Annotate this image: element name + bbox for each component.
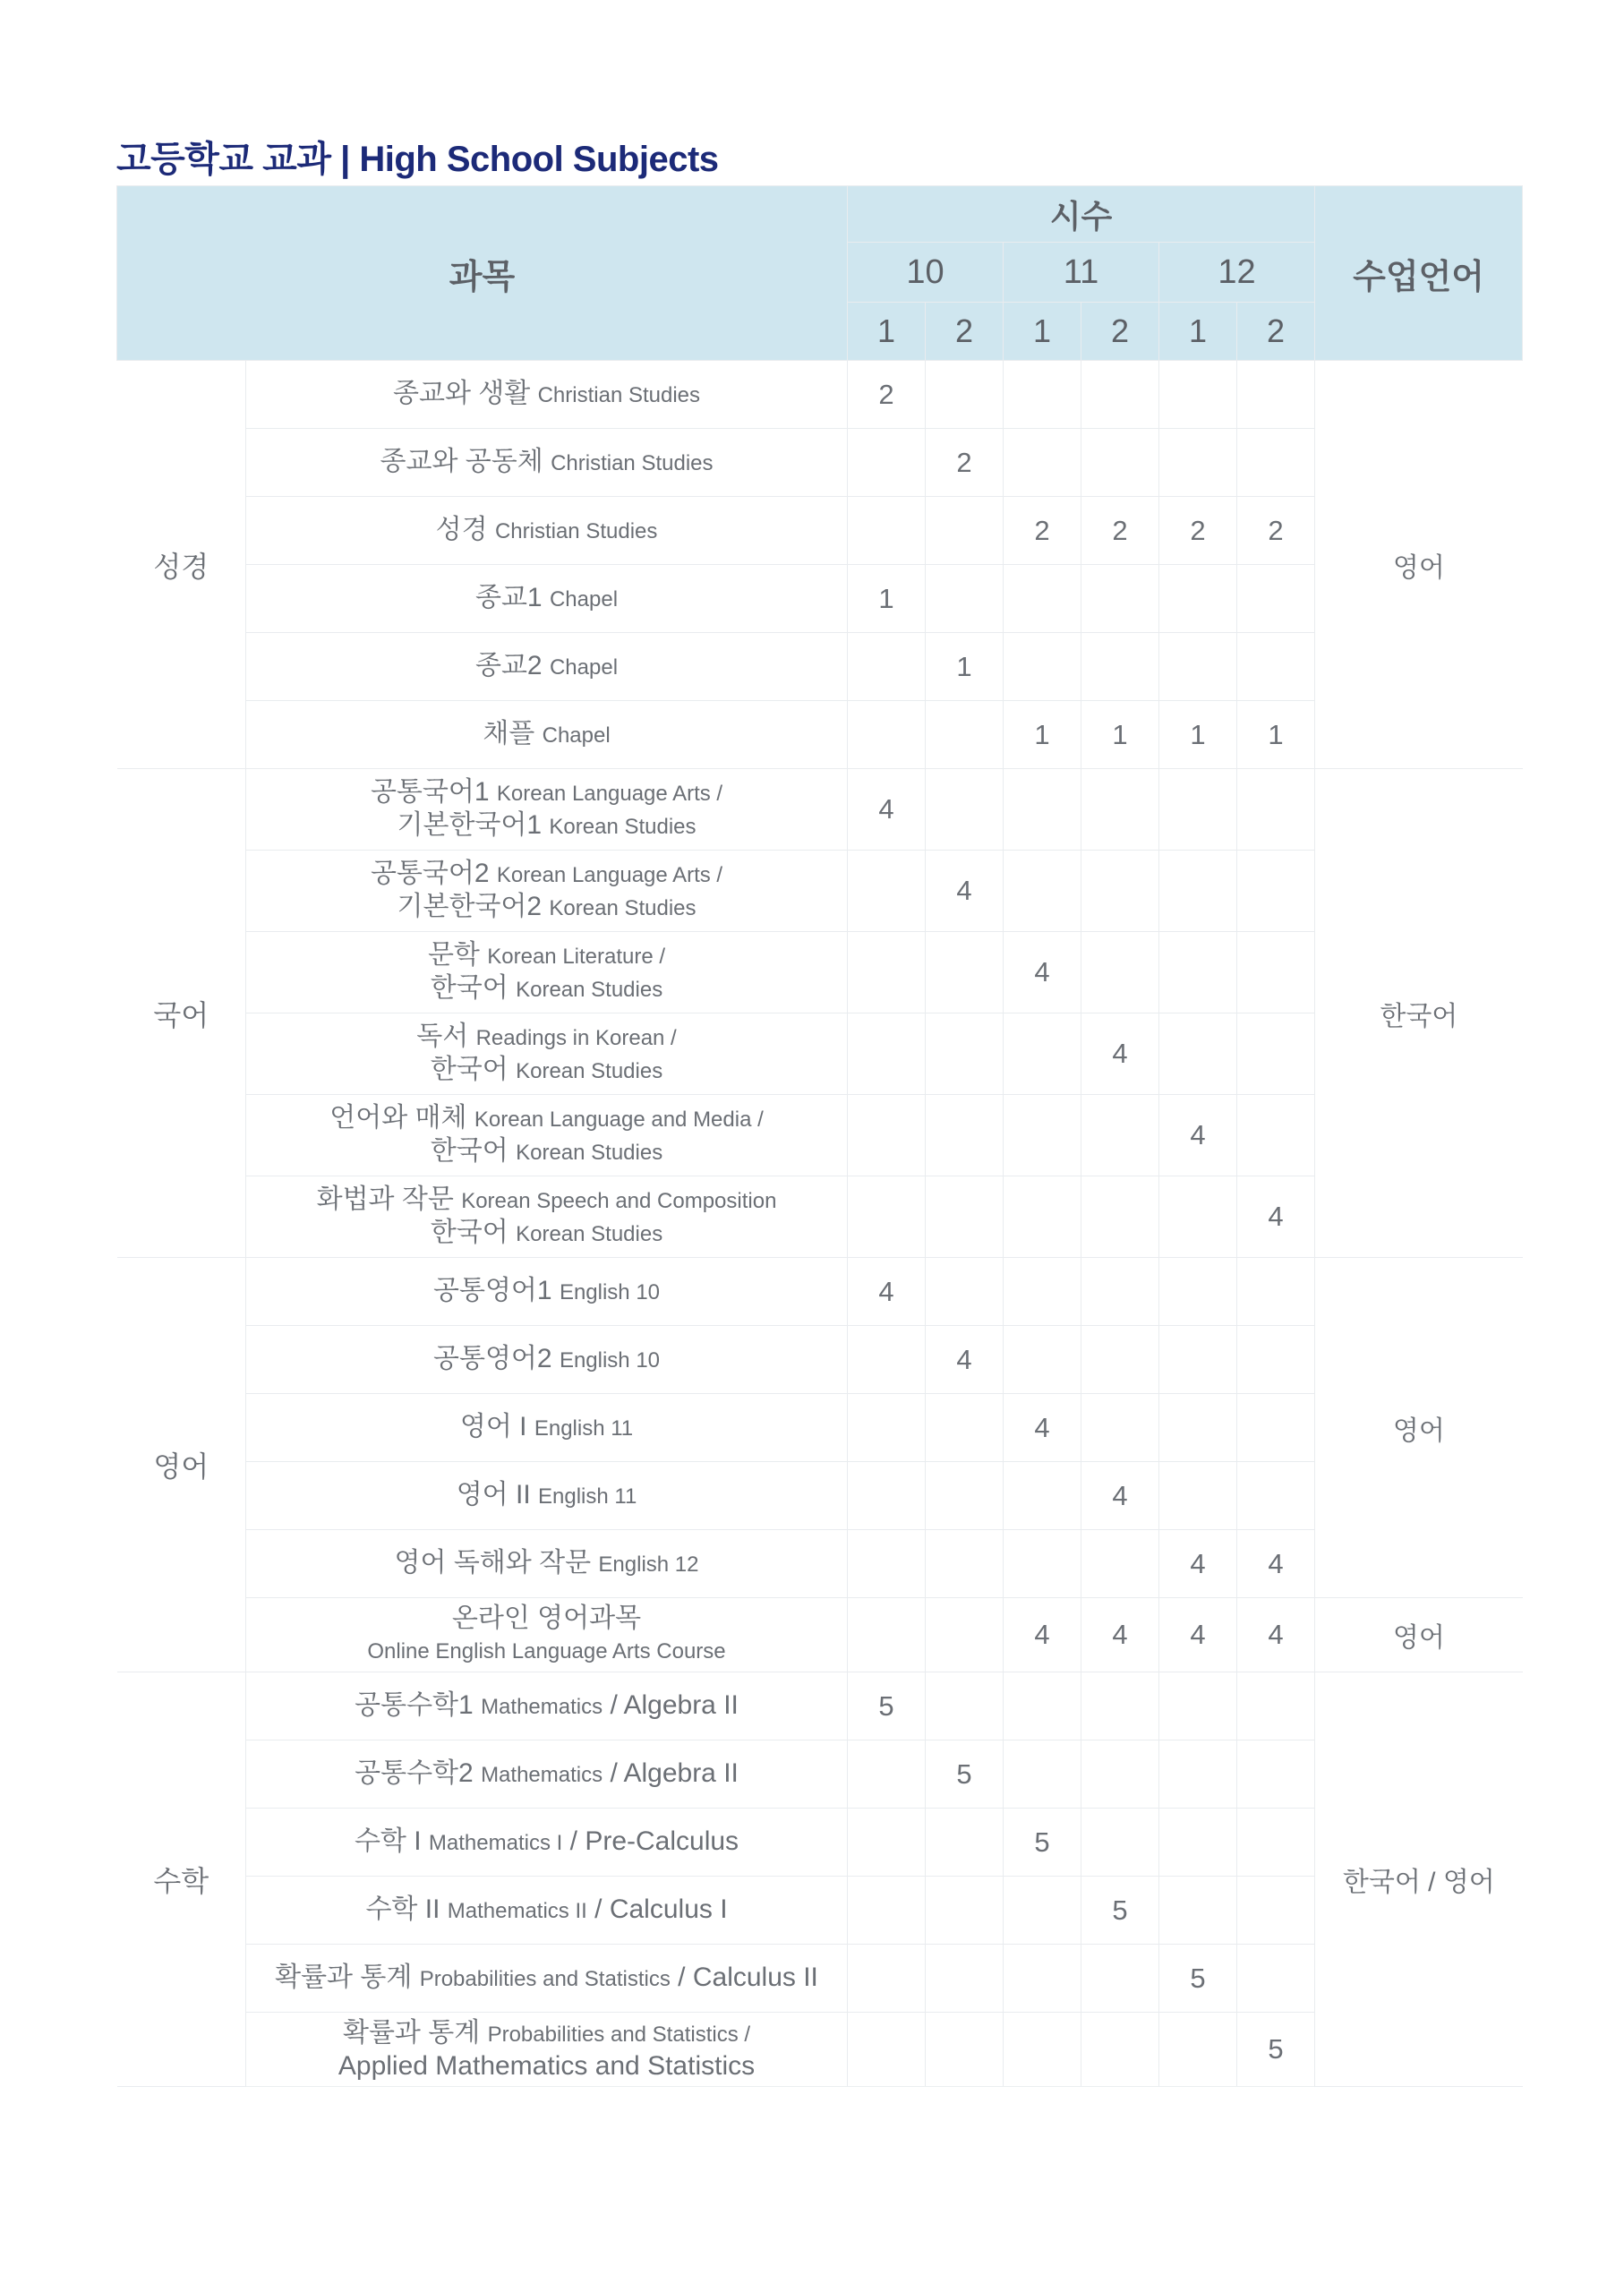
subject-course-name: / Calculus I xyxy=(594,1894,728,1924)
hours-cell xyxy=(848,851,926,932)
subject-english-name-alt: Korean Studies xyxy=(516,978,663,1002)
hours-cell xyxy=(1081,1809,1159,1877)
hours-cell xyxy=(926,1258,1004,1326)
hours-cell xyxy=(1237,429,1315,497)
subject-english-name: Korean Language Arts / xyxy=(496,782,723,806)
hours-cell xyxy=(848,1462,926,1530)
subject-korean-name: 확률과 통계 xyxy=(342,2018,481,2048)
hours-cell: 4 xyxy=(926,851,1004,932)
hours-cell xyxy=(1004,1095,1081,1176)
grade-12-header: 12 xyxy=(1159,243,1315,303)
hours-cell: 4 xyxy=(1004,932,1081,1013)
hours-cell: 4 xyxy=(1237,1176,1315,1258)
hours-cell xyxy=(926,1945,1004,2013)
hours-cell xyxy=(1081,769,1159,851)
hours-column-header: 시수 xyxy=(848,186,1315,243)
subject-korean-name: 화법과 작문 xyxy=(316,1184,454,1214)
hours-cell: 4 xyxy=(1159,1598,1237,1672)
hours-cell: 2 xyxy=(1081,497,1159,565)
subject-korean-name-alt: 기본한국어1 xyxy=(397,810,543,840)
hours-cell: 1 xyxy=(1237,701,1315,769)
hours-cell xyxy=(1237,1095,1315,1176)
subject-korean-name: 종교2 xyxy=(474,651,543,680)
hours-cell xyxy=(1237,932,1315,1013)
subject-name-cell xyxy=(246,769,848,851)
hours-cell xyxy=(1081,1740,1159,1809)
hours-cell xyxy=(1081,565,1159,633)
hours-cell xyxy=(1004,851,1081,932)
table-row xyxy=(117,497,1523,565)
subject-course-name: Applied Mathematics and Statistics xyxy=(338,2051,756,2081)
hours-cell xyxy=(1159,565,1237,633)
subject-english-name: Korean Language Arts / xyxy=(496,863,723,887)
subject-english-name: Christian Studies xyxy=(551,451,714,475)
hours-cell: 5 xyxy=(1237,2013,1315,2087)
subject-english-name: English 10 xyxy=(559,1280,661,1304)
subject-english-name: Mathematics xyxy=(481,1695,603,1719)
subject-english-name: Mathematics xyxy=(481,1763,603,1787)
table-row xyxy=(117,1258,1523,1326)
hours-cell xyxy=(1237,1326,1315,1394)
table-row xyxy=(117,633,1523,701)
hours-cell xyxy=(926,1095,1004,1176)
grade-11-header: 11 xyxy=(1004,243,1159,303)
hours-cell xyxy=(1237,565,1315,633)
language-column-header: 수업언어 xyxy=(1315,186,1523,361)
hours-cell xyxy=(1004,361,1081,429)
subject-english-name-alt: Korean Studies xyxy=(549,896,697,920)
hours-cell xyxy=(926,2013,1004,2087)
hours-cell xyxy=(1159,1326,1237,1394)
hours-cell: 2 xyxy=(926,429,1004,497)
table-row xyxy=(117,1095,1523,1176)
table-row xyxy=(117,429,1523,497)
subject-english-name: Readings in Korean / xyxy=(475,1026,677,1050)
subject-english-name: Chapel xyxy=(549,655,619,680)
table-row xyxy=(117,769,1523,851)
subject-name-cell xyxy=(246,1326,848,1394)
hours-cell: 5 xyxy=(926,1740,1004,1809)
subjects-table xyxy=(116,185,1523,2087)
hours-cell xyxy=(1237,1258,1315,1326)
hours-cell xyxy=(848,1809,926,1877)
hours-cell xyxy=(848,1326,926,1394)
hours-cell xyxy=(1237,1809,1315,1877)
instruction-language-cell: 한국어 xyxy=(1315,769,1523,1258)
subject-korean-name-alt: 기본한국어2 xyxy=(397,892,543,921)
subject-name-cell xyxy=(246,1176,848,1258)
hours-cell xyxy=(1081,633,1159,701)
hours-cell: 2 xyxy=(1237,497,1315,565)
hours-cell xyxy=(848,1095,926,1176)
hours-cell: 5 xyxy=(1159,1945,1237,2013)
hours-cell: 1 xyxy=(1159,701,1237,769)
hours-cell xyxy=(1004,1258,1081,1326)
subject-english-name-alt: Korean Studies xyxy=(516,1222,663,1246)
hours-cell xyxy=(1237,1394,1315,1462)
hours-cell: 2 xyxy=(848,361,926,429)
hours-cell xyxy=(1004,1326,1081,1394)
hours-cell xyxy=(1004,429,1081,497)
subject-korean-name: 공통국어1 xyxy=(370,777,490,807)
hours-cell: 4 xyxy=(1237,1530,1315,1598)
instruction-language-cell: 한국어 / 영어 xyxy=(1315,1672,1523,2087)
hours-cell xyxy=(926,1598,1004,1672)
hours-cell xyxy=(1004,1530,1081,1598)
subject-korean-name-alt: 한국어 xyxy=(430,1136,509,1166)
hours-cell xyxy=(848,1176,926,1258)
instruction-language-cell: 영어 xyxy=(1315,1598,1523,1672)
grade-10-header: 10 xyxy=(848,243,1004,303)
subject-name-cell xyxy=(246,429,848,497)
subject-area-cell: 국어 xyxy=(117,769,246,1258)
subject-name-cell xyxy=(246,701,848,769)
hours-cell xyxy=(1081,1258,1159,1326)
table-row xyxy=(117,1013,1523,1095)
hours-cell xyxy=(1159,1809,1237,1877)
hours-cell xyxy=(926,1809,1004,1877)
subject-korean-name: 종교1 xyxy=(474,583,543,612)
subject-area-cell: 성경 xyxy=(117,361,246,769)
subject-korean-name: 공통국어2 xyxy=(370,859,490,888)
hours-cell xyxy=(848,932,926,1013)
subject-name-cell xyxy=(246,1672,848,1740)
hours-cell xyxy=(848,2013,926,2087)
subject-name-cell xyxy=(246,1598,848,1672)
semester-header: 2 xyxy=(1081,303,1159,361)
hours-cell xyxy=(848,497,926,565)
subject-korean-name-alt: 한국어 xyxy=(430,973,509,1003)
subject-course-name: / Algebra II xyxy=(610,1758,739,1788)
subject-english-name-alt: Korean Studies xyxy=(516,1141,663,1165)
hours-cell: 4 xyxy=(1081,1598,1159,1672)
hours-cell xyxy=(926,565,1004,633)
hours-cell: 4 xyxy=(1159,1095,1237,1176)
hours-cell xyxy=(1237,769,1315,851)
hours-cell xyxy=(1159,1877,1237,1945)
subject-name-cell xyxy=(246,1462,848,1530)
hours-cell xyxy=(1081,1326,1159,1394)
subject-korean-name-alt: 한국어 xyxy=(430,1055,509,1084)
subject-english-name-alt: Korean Studies xyxy=(549,815,697,839)
hours-cell: 1 xyxy=(848,565,926,633)
instruction-language-cell: 영어 xyxy=(1315,1258,1523,1598)
table-row xyxy=(117,1672,1523,1740)
subject-english-name: Online English Language Arts Course xyxy=(367,1639,726,1663)
subject-english-name: Mathematics I xyxy=(428,1831,563,1855)
hours-cell xyxy=(1081,429,1159,497)
hours-cell: 4 xyxy=(1004,1394,1081,1462)
hours-cell xyxy=(1004,1877,1081,1945)
hours-cell: 4 xyxy=(848,1258,926,1326)
hours-cell xyxy=(1159,1740,1237,1809)
subject-korean-name: 종교와 생활 xyxy=(393,379,531,408)
hours-cell xyxy=(848,429,926,497)
subject-korean-name: 독서 xyxy=(416,1022,469,1051)
hours-cell xyxy=(848,1530,926,1598)
hours-cell xyxy=(1159,429,1237,497)
hours-cell xyxy=(848,1877,926,1945)
hours-cell xyxy=(1004,1176,1081,1258)
subject-name-cell xyxy=(246,565,848,633)
subject-korean-name: 영어 II xyxy=(456,1480,531,1509)
hours-cell xyxy=(926,1462,1004,1530)
hours-cell: 5 xyxy=(1004,1809,1081,1877)
hours-cell xyxy=(848,1013,926,1095)
subject-english-name: Chapel xyxy=(542,723,611,748)
subject-korean-name: 공통수학1 xyxy=(355,1690,474,1720)
hours-cell xyxy=(848,1945,926,2013)
hours-cell xyxy=(1237,1945,1315,2013)
hours-cell xyxy=(926,1394,1004,1462)
hours-cell: 2 xyxy=(1004,497,1081,565)
hours-cell xyxy=(848,1598,926,1672)
table-row xyxy=(117,361,1523,429)
hours-cell: 4 xyxy=(1081,1462,1159,1530)
hours-cell xyxy=(926,701,1004,769)
subject-name-cell xyxy=(246,851,848,932)
subject-korean-name-alt: 한국어 xyxy=(430,1218,509,1247)
hours-cell xyxy=(848,633,926,701)
hours-cell xyxy=(1004,1740,1081,1809)
table-row xyxy=(117,701,1523,769)
subject-korean-name: 채플 xyxy=(483,719,535,748)
hours-cell: 4 xyxy=(848,769,926,851)
hours-cell xyxy=(1159,633,1237,701)
subject-english-name: Christian Studies xyxy=(537,383,701,407)
table-row xyxy=(117,565,1523,633)
subject-korean-name: 공통영어1 xyxy=(432,1276,552,1305)
subject-course-name: / Calculus II xyxy=(678,1963,818,1992)
hours-cell xyxy=(926,1672,1004,1740)
table-row xyxy=(117,851,1523,932)
hours-cell xyxy=(1237,1462,1315,1530)
subject-english-name: English 11 xyxy=(534,1416,634,1441)
hours-cell: 4 xyxy=(1237,1598,1315,1672)
hours-cell xyxy=(1081,932,1159,1013)
subject-english-name: Probabilities and Statistics / xyxy=(487,2023,751,2047)
hours-cell xyxy=(1081,361,1159,429)
hours-cell xyxy=(1159,1462,1237,1530)
hours-cell xyxy=(1159,932,1237,1013)
hours-cell: 1 xyxy=(926,633,1004,701)
table-row xyxy=(117,1598,1523,1672)
subject-korean-name: 문학 xyxy=(427,940,480,970)
hours-cell xyxy=(1159,1258,1237,1326)
semester-header: 1 xyxy=(1004,303,1081,361)
hours-cell xyxy=(1237,633,1315,701)
hours-cell xyxy=(926,361,1004,429)
semester-header: 1 xyxy=(848,303,926,361)
subject-english-name: Christian Studies xyxy=(494,519,658,543)
subject-name-cell xyxy=(246,1945,848,2013)
hours-cell xyxy=(1081,1394,1159,1462)
subject-name-cell xyxy=(246,1740,848,1809)
subject-english-name: Korean Literature / xyxy=(487,945,666,969)
subject-korean-name: 언어와 매체 xyxy=(329,1103,467,1133)
subject-english-name: Chapel xyxy=(549,587,619,611)
subject-english-name: English 12 xyxy=(598,1552,699,1577)
subject-name-cell xyxy=(246,361,848,429)
hours-cell xyxy=(926,1013,1004,1095)
hours-cell xyxy=(1081,1672,1159,1740)
hours-cell: 1 xyxy=(1004,701,1081,769)
hours-cell: 5 xyxy=(1081,1877,1159,1945)
table-row xyxy=(117,1809,1523,1877)
hours-cell xyxy=(1004,769,1081,851)
subject-course-name: / Pre-Calculus xyxy=(569,1826,739,1856)
table-row xyxy=(117,932,1523,1013)
instruction-language-cell: 영어 xyxy=(1315,361,1523,769)
subject-name-cell xyxy=(246,1530,848,1598)
hours-cell: 4 xyxy=(1004,1598,1081,1672)
table-row xyxy=(117,1740,1523,1809)
hours-cell: 4 xyxy=(1081,1013,1159,1095)
subject-name-cell xyxy=(246,497,848,565)
hours-cell xyxy=(1081,1176,1159,1258)
hours-cell xyxy=(1004,1672,1081,1740)
hours-cell xyxy=(926,1176,1004,1258)
hours-cell: 1 xyxy=(1081,701,1159,769)
hours-cell xyxy=(1004,1013,1081,1095)
hours-cell xyxy=(848,1740,926,1809)
hours-cell xyxy=(926,769,1004,851)
hours-cell xyxy=(1159,361,1237,429)
subject-korean-name: 수학 I xyxy=(354,1826,422,1856)
hours-cell xyxy=(926,932,1004,1013)
subject-course-name: / Algebra II xyxy=(610,1690,739,1720)
hours-cell xyxy=(1004,1462,1081,1530)
hours-cell xyxy=(1004,565,1081,633)
subject-area-cell: 수학 xyxy=(117,1672,246,2087)
subject-korean-name: 수학 II xyxy=(365,1894,440,1924)
subject-name-cell xyxy=(246,2013,848,2087)
semester-header: 2 xyxy=(926,303,1004,361)
hours-cell xyxy=(926,1530,1004,1598)
hours-cell xyxy=(1159,1176,1237,1258)
subject-name-cell xyxy=(246,1013,848,1095)
hours-cell xyxy=(1159,1672,1237,1740)
subject-korean-name: 온라인 영어과목 xyxy=(451,1604,642,1633)
subject-english-name: Korean Speech and Composition xyxy=(461,1189,777,1213)
hours-cell: 2 xyxy=(1159,497,1237,565)
hours-cell xyxy=(1237,361,1315,429)
hours-cell xyxy=(1237,1013,1315,1095)
table-row xyxy=(117,2013,1523,2087)
hours-cell xyxy=(1004,633,1081,701)
subject-english-name: English 11 xyxy=(538,1484,637,1509)
hours-cell xyxy=(848,701,926,769)
subject-korean-name: 영어 I xyxy=(459,1412,527,1441)
hours-cell xyxy=(1004,2013,1081,2087)
subject-korean-name: 공통영어2 xyxy=(432,1344,552,1373)
table-row xyxy=(117,1877,1523,1945)
subject-area-cell: 영어 xyxy=(117,1258,246,1672)
hours-cell xyxy=(1081,1530,1159,1598)
table-row xyxy=(117,1945,1523,2013)
hours-cell xyxy=(1081,1095,1159,1176)
subject-name-cell xyxy=(246,1877,848,1945)
hours-cell xyxy=(1159,1394,1237,1462)
subject-korean-name: 종교와 공동체 xyxy=(380,447,543,476)
hours-cell xyxy=(1081,851,1159,932)
hours-cell xyxy=(1159,1013,1237,1095)
hours-cell xyxy=(1237,1877,1315,1945)
subject-name-cell xyxy=(246,633,848,701)
hours-cell: 4 xyxy=(926,1326,1004,1394)
hours-cell xyxy=(1004,1945,1081,2013)
page-title: 고등학교 교과 | High School Subjects xyxy=(116,140,719,179)
semester-header: 1 xyxy=(1159,303,1237,361)
subject-korean-name: 공통수학2 xyxy=(355,1758,474,1788)
subject-name-cell xyxy=(246,1809,848,1877)
hours-cell xyxy=(1159,851,1237,932)
table-row xyxy=(117,1462,1523,1530)
hours-cell xyxy=(1237,851,1315,932)
subject-english-name: Probabilities and Statistics xyxy=(419,1967,671,1991)
table-row xyxy=(117,1530,1523,1598)
semester-header: 2 xyxy=(1237,303,1315,361)
hours-cell xyxy=(1159,769,1237,851)
subject-korean-name: 확률과 통계 xyxy=(275,1963,413,1992)
hours-cell xyxy=(926,1877,1004,1945)
subject-english-name-alt: Korean Studies xyxy=(516,1059,663,1083)
subject-name-cell xyxy=(246,932,848,1013)
hours-cell xyxy=(1081,1945,1159,2013)
hours-cell xyxy=(1159,2013,1237,2087)
hours-cell xyxy=(926,497,1004,565)
subject-korean-name: 영어 독해와 작문 xyxy=(394,1548,592,1578)
hours-cell xyxy=(1237,1740,1315,1809)
hours-cell xyxy=(848,1394,926,1462)
subject-english-name: Mathematics II xyxy=(447,1899,587,1923)
subject-name-cell xyxy=(246,1394,848,1462)
subject-english-name: English 10 xyxy=(559,1348,661,1373)
table-row xyxy=(117,1326,1523,1394)
table-row xyxy=(117,1394,1523,1462)
table-row xyxy=(117,1176,1523,1258)
subject-english-name: Korean Language and Media / xyxy=(474,1108,764,1132)
subject-korean-name: 성경 xyxy=(435,515,488,544)
hours-cell xyxy=(1237,1672,1315,1740)
hours-cell xyxy=(1081,2013,1159,2087)
subject-name-cell xyxy=(246,1095,848,1176)
subject-column-header: 과목 xyxy=(117,186,848,361)
hours-cell: 5 xyxy=(848,1672,926,1740)
hours-cell: 4 xyxy=(1159,1530,1237,1598)
subject-name-cell xyxy=(246,1258,848,1326)
